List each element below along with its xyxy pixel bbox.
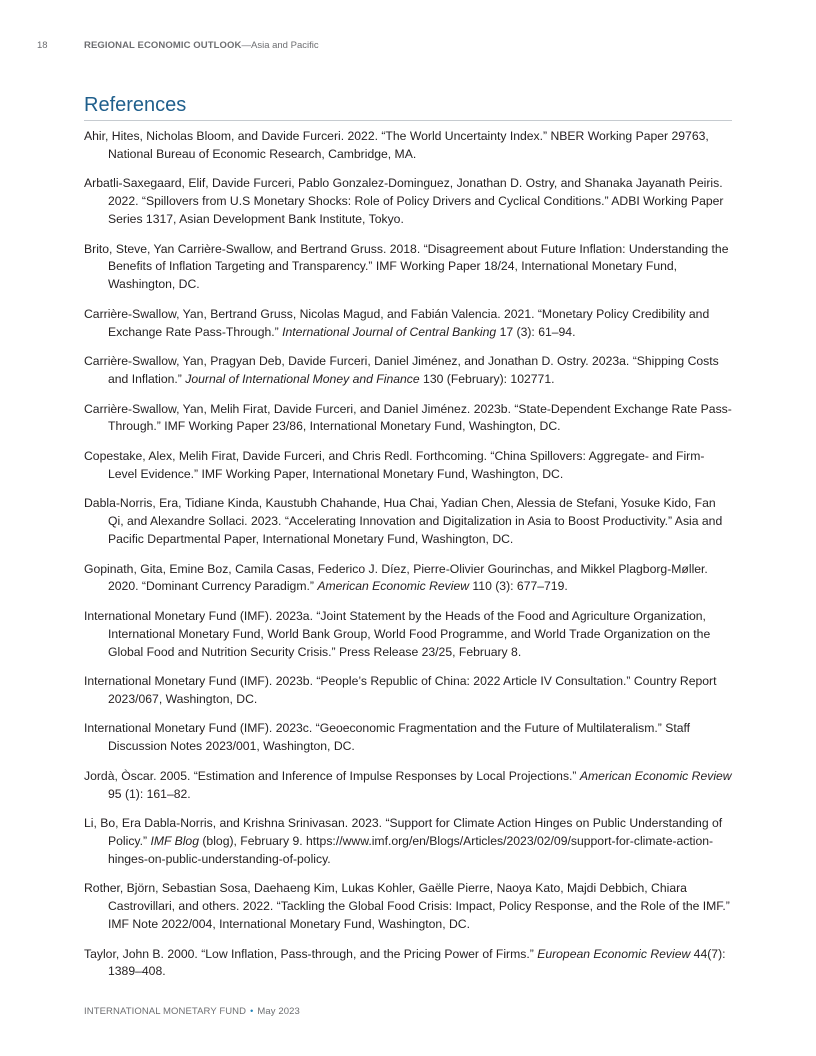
reference-item: Carrière-Swallow, Yan, Pragyan Deb, Davide Furceri, Daniel Jiménez, and Jonathan D. Ostry. 2023a. “Shipping Costs and Inflation.” Journal of International Money and Finance 130 (February): 102771. [84,354,719,386]
reference-item: Li, Bo, Era Dabla-Norris, and Krishna Srinivasan. 2023. “Support for Climate Action Hinges on Public Understanding of Policy.” IMF Blog (blog), February 9. https://www.imf.org/en/Blogs/Articles/2023/02/09/support-for-climate-action-hinges-on-public-understanding-of-policy. [84,816,723,866]
running-title [84,40,319,52]
reference-item: Taylor, John B. 2000. “Low Inflation, Pass-through, and the Pricing Power of Firms.” European Economic Review 44(7): 1389–408. [84,946,726,979]
reference-item: Carrière-Swallow, Yan, Melih Firat, Davide Furceri, and Daniel Jiménez. 2023b. “State-Dependent Exchange Rate Pass-Through.” IMF Working Paper 23/86, International Monetary Fund, Washington, DC. [84,401,732,434]
publication-name: REGIONAL ECONOMIC OUTLOOK [84,40,242,51]
reference-item: International Monetary Fund (IMF). 2023c. “Geoeconomic Fragmentation and the Future of Multilateralism.” Staff Discussion Notes 2023/001, Washington, DC. [84,721,691,754]
reference-item: Ahir, Hites, Nicholas Bloom, and Davide Furceri. 2022. “The World Uncertainty Index.” NBER Working Paper 29763, National Bureau of Economic Research, Cambridge, MA. [84,129,709,161]
footer-date: May 2023 [257,1006,300,1017]
reference-item: Rother, Björn, Sebastian Sosa, Daehaeng Kim, Lukas Kohler, Gaëlle Pierre, Naoya Kato, Majdi Debbich, Chiara Castrovillari, and others. 2022. “Tackling the Global Food Crisis: Impact, Policy Response, and the Role of the IMF.” IMF Note 2022/004, International Monetary Fund, Washington, DC. [84,881,730,932]
reference-list [84,128,732,993]
reference-item: International Monetary Fund (IMF). 2023b. “People’s Republic of China: 2022 Article IV Consultation.” Country Report 2023/067, Washington, DC. [84,674,717,706]
region-name: Asia and Pacific [251,40,319,51]
reference-item: Carrière-Swallow, Yan, Bertrand Gruss, Nicolas Magud, and Fabián Valencia. 2021. “Monetary Policy Credibility and Exchange Rate Pass-Through.” International Journal of Central Banking 17 (3): 61–94. [84,306,710,339]
header-separator: — [241,40,251,51]
page-number: 18 [37,40,48,51]
reference-item: Dabla-Norris, Era, Tidiane Kinda, Kaustubh Chahande, Hua Chai, Yadian Chen, Alessia de Stefani, Yosuke Kido, Fan Qi, and Alexandre Sollaci. 2023. “Accelerating Innovation and Digitalization in Asia to Boost Productivity.” Asia and Pacific Departmental Paper, International Monetary Fund, Washington, DC. [84,496,723,546]
footer-organization: INTERNATIONAL MONETARY FUND [84,1006,247,1017]
reference-item: Copestake, Alex, Melih Firat, Davide Furceri, and Chris Redl. Forthcoming. “China Spillovers: Aggregate- and Firm-Level Evidence.” IMF Working Paper, International Monetary Fund, Washington, DC. [84,448,705,481]
reference-item: International Monetary Fund (IMF). 2023a. “Joint Statement by the Heads of the Food and Agriculture Organization, International Monetary Fund, World Bank Group, World Food Programme, and World Trade Organization on the Global Food and Nutrition Security Crisis.” Press Release 23/25, February 8. [84,608,711,659]
reference-item: Gopinath, Gita, Emine Boz, Camila Casas, Federico J. Díez, Pierre-Olivier Gourinchas, and Mikkel Plagborg-Møller. 2020. “Dominant Currency Paradigm.” American Economic Review 110 (3): 677–719. [84,561,708,594]
section-title: References [84,94,187,116]
reference-item: Brito, Steve, Yan Carrière-Swallow, and Bertrand Gruss. 2018. “Disagreement about Future Inflation: Understanding the Benefits of Inflation Targeting and Transparency.” IMF Working Paper 18/24, International Monetary Fund, Washington, DC. [84,241,729,292]
reference-item: Jordà, Òscar. 2005. “Estimation and Inference of Impulse Responses by Local Projections.” American Economic Review 95 (1): 161–82. [84,768,732,801]
title-divider [84,120,732,121]
page-footer [84,1005,300,1018]
footer-bullet: • [250,1006,254,1016]
reference-item: Arbatli-Saxegaard, Elif, Davide Furceri, Pablo Gonzalez-Dominguez, Jonathan D. Ostry, and Shanaka Jayanath Peiris. 2022. “Spillovers from U.S Monetary Shocks: Role of Policy Drivers and Cyclical Conditions.” ADBI Working Paper Series 1317, Asian Development Bank Institute, Tokyo. [84,176,724,226]
